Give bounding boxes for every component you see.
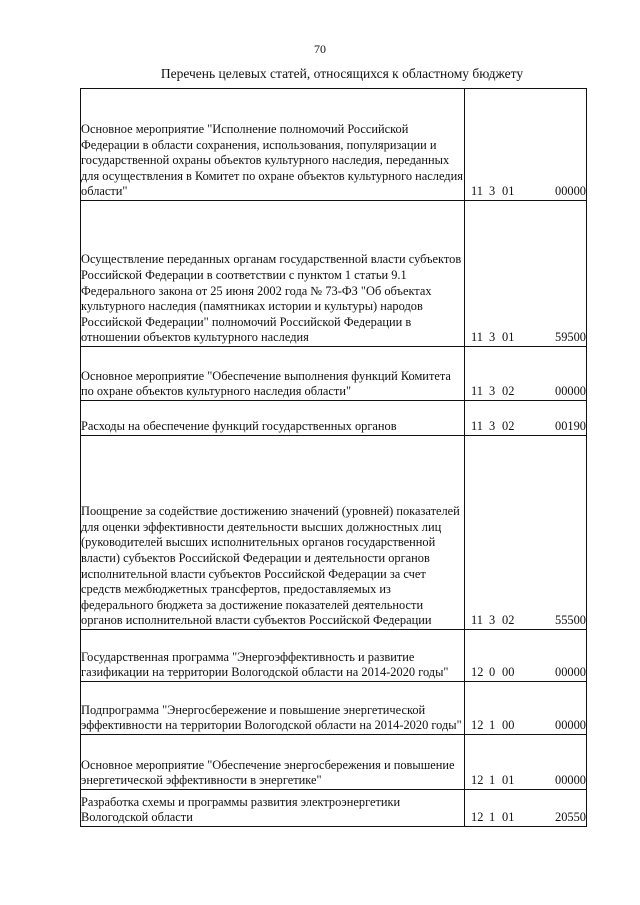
- row-description: Подпрограмма "Энергосбережение и повышение энергетической эффективности на территории Вологодской области на 2014-2020 годы": [81, 682, 465, 735]
- code-event: 00: [502, 665, 515, 680]
- row-description: Разработка схемы и программы развития электроэнергетики Вологодской области: [81, 790, 465, 827]
- code-event: 01: [502, 330, 515, 345]
- code-direction: 00000: [555, 384, 586, 399]
- table-row: [81, 89, 587, 201]
- table-row: [81, 682, 587, 735]
- code-section: 12: [471, 665, 484, 680]
- row-description: Осуществление переданных органам государственной власти субъектов Российской Федерации в соответствии с пунктом 1 статьи 9.1 Федерального закона от 25 июня 2002 года № 73-ФЗ "Об объектах культурного наследия (памятниках истории и культуры) народов Российской Федерации" полномочий Российской Федерации в отношении объектов культурного наследия: [81, 201, 465, 347]
- table-row: [81, 201, 587, 347]
- row-codes: [465, 436, 587, 630]
- code-section: 12: [471, 773, 484, 788]
- table-row: [81, 630, 587, 682]
- code-event: 02: [502, 419, 515, 434]
- code-section: 12: [471, 718, 484, 733]
- table-row: [81, 790, 587, 827]
- code-program: 0: [489, 665, 496, 680]
- code-direction: 00000: [555, 718, 586, 733]
- row-description: Основное мероприятие "Обеспечение выполнения функций Комитета по охране объектов культурного наследия области": [81, 347, 465, 401]
- document-title: Перечень целевых статей, относящихся к областному бюджету: [160, 66, 524, 81]
- code-direction: 20550: [555, 810, 586, 825]
- row-codes: [465, 735, 587, 790]
- row-description: Государственная программа "Энергоэффективность и развитие газификации на территории Вологодской области на 2014-2020 годы": [81, 630, 465, 682]
- code-program: 3: [489, 184, 496, 199]
- code-section: 11: [471, 184, 483, 199]
- code-direction: 00000: [555, 773, 586, 788]
- row-description: Поощрение за содействие достижению значений (уровней) показателей для оценки эффективности деятельности высших должностных лиц (руководителей высших исполнительных органов государственной власти) субъектов Российской Федерации и деятельности органов исполнительной власти субъектов Российской Федерации за счет средств межбюджетных трансфертов, предоставляемых из федерального бюджета за достижение показателей деятельности органов исполнительной власти субъектов Российской Федерации: [81, 436, 465, 630]
- code-program: 1: [489, 773, 496, 788]
- row-codes: [465, 790, 587, 827]
- code-program: 3: [489, 330, 496, 345]
- table-row: [81, 436, 587, 630]
- row-codes: [465, 89, 587, 201]
- code-program: 3: [489, 419, 496, 434]
- code-event: 02: [502, 613, 515, 628]
- code-event: 01: [502, 773, 515, 788]
- code-section: 11: [471, 613, 483, 628]
- row-description: Основное мероприятие "Обеспечение энергосбережения и повышение энергетической эффективности в энергетике": [81, 735, 465, 790]
- table-row: [81, 347, 587, 401]
- code-program: 1: [489, 718, 496, 733]
- code-event: 00: [502, 718, 515, 733]
- page-number: 70: [314, 42, 326, 56]
- code-event: 02: [502, 384, 515, 399]
- code-program: 3: [489, 613, 496, 628]
- code-event: 01: [502, 184, 515, 199]
- code-direction: 59500: [555, 330, 586, 345]
- row-codes: [465, 201, 587, 347]
- code-section: 11: [471, 330, 483, 345]
- code-section: 11: [471, 384, 483, 399]
- code-program: 3: [489, 384, 496, 399]
- code-section: 12: [471, 810, 484, 825]
- row-description: Основное мероприятие "Исполнение полномочий Российской Федерации в области сохранения, использования, популяризации и государственной охраны объектов культурного наследия, переданных для осуществления в Комитет по охране объектов культурного наследия области": [81, 89, 465, 201]
- code-direction: 00000: [555, 184, 586, 199]
- row-codes: [465, 347, 587, 401]
- code-program: 1: [489, 810, 496, 825]
- row-description: Расходы на обеспечение функций государственных органов: [81, 401, 465, 436]
- row-codes: [465, 682, 587, 735]
- code-direction: 00000: [555, 665, 586, 680]
- code-section: 11: [471, 419, 483, 434]
- target-articles-table: [80, 88, 587, 827]
- table-row: [81, 735, 587, 790]
- code-event: 01: [502, 810, 515, 825]
- row-codes: [465, 401, 587, 436]
- row-codes: [465, 630, 587, 682]
- code-direction: 00190: [555, 419, 586, 434]
- code-direction: 55500: [555, 613, 586, 628]
- table-row: [81, 401, 587, 436]
